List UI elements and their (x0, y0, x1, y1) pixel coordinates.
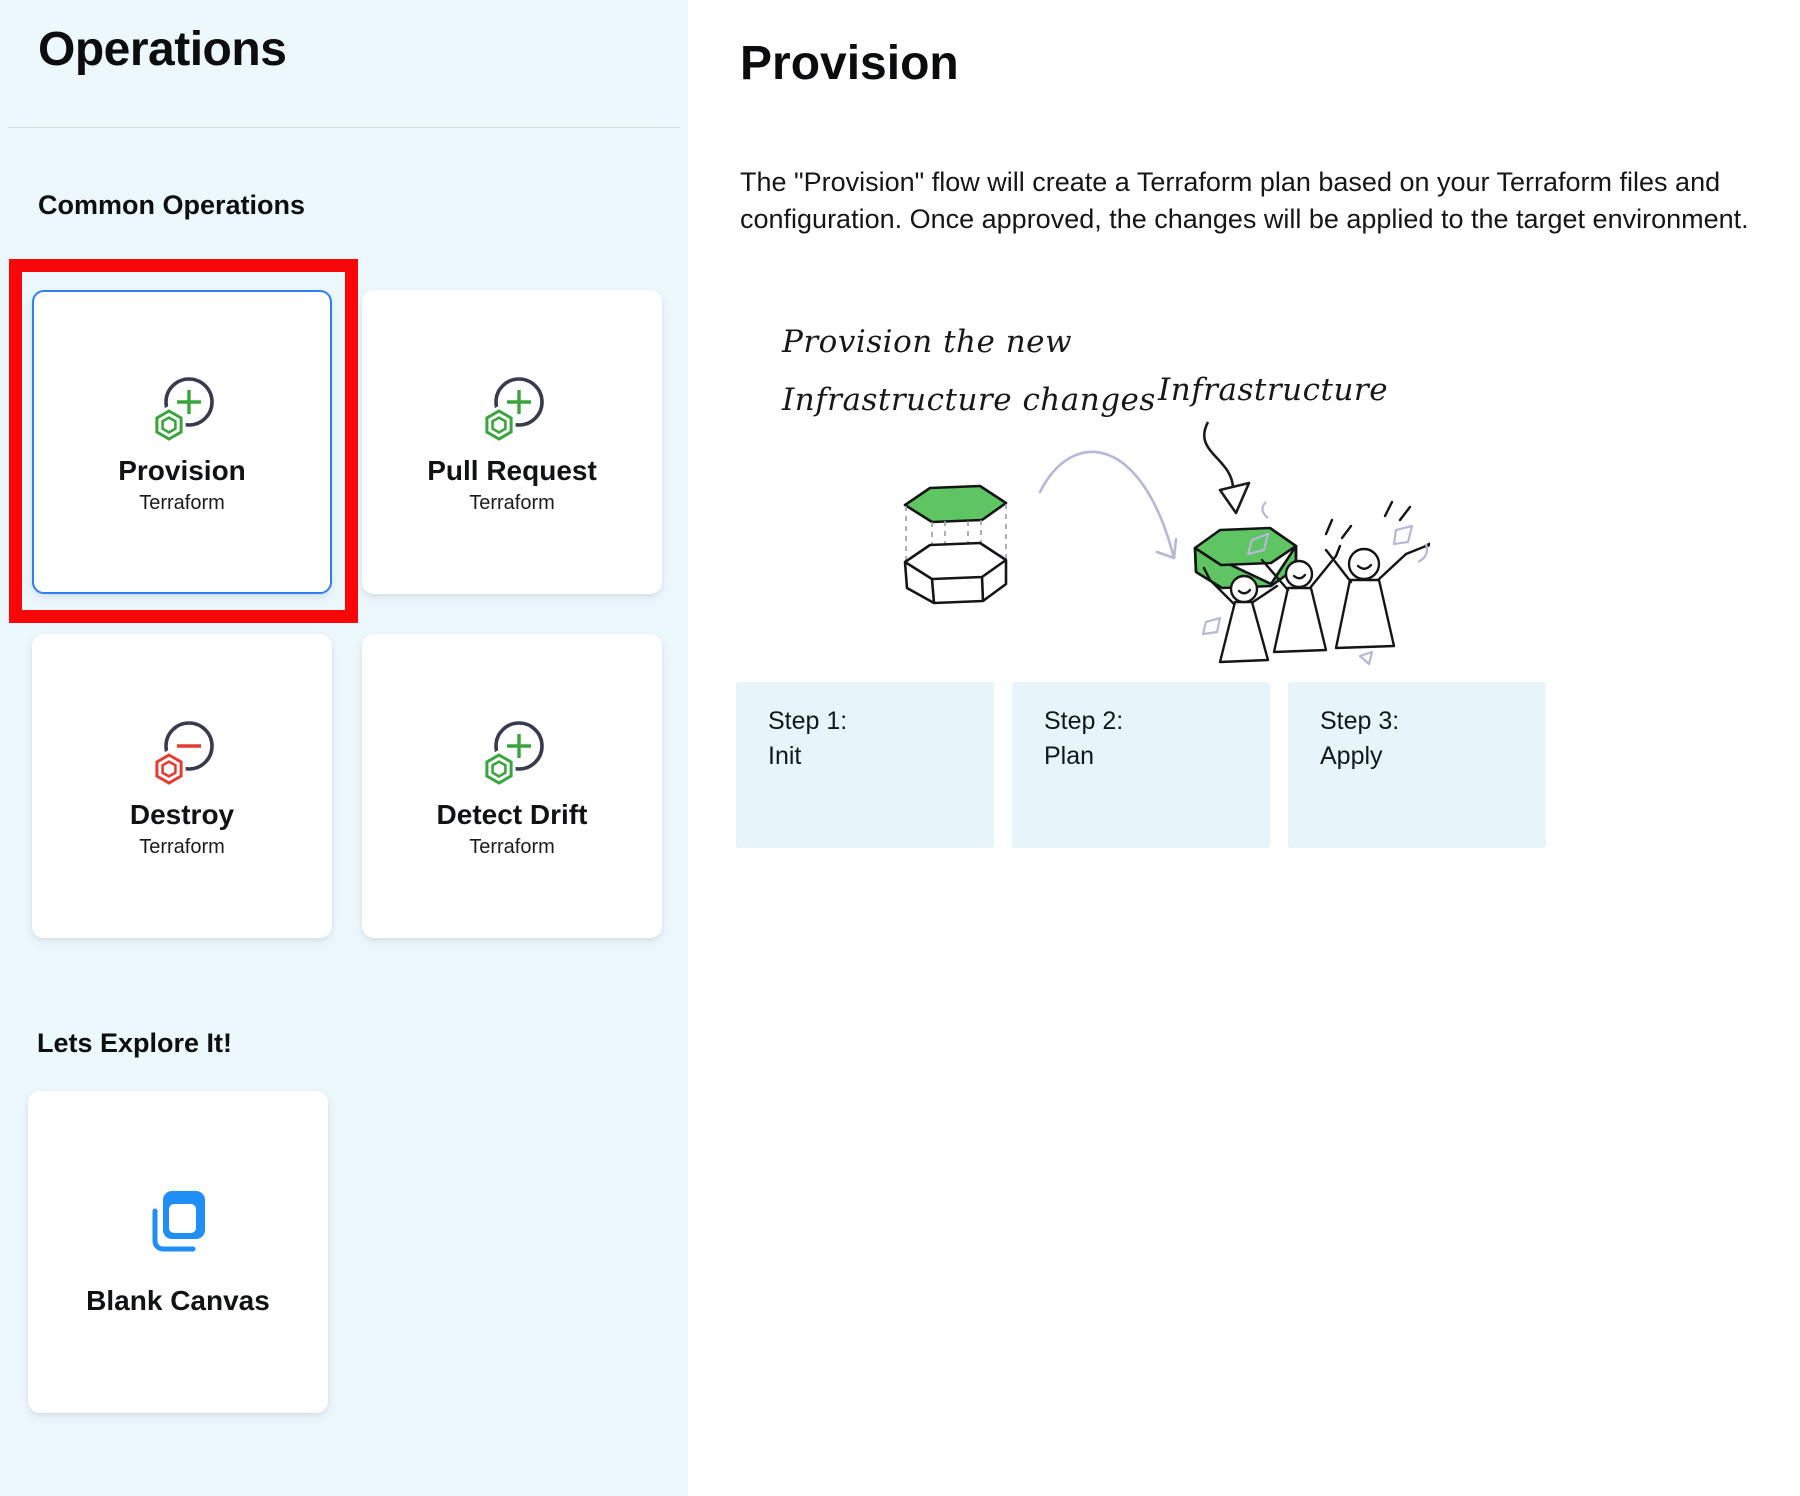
operation-card-destroy[interactable] (32, 634, 332, 938)
step-label: Step 1: (768, 707, 848, 735)
step-name: Init (768, 742, 802, 770)
step-label: Step 3: (1320, 707, 1400, 735)
lets-explore-heading: Lets Explore It! (37, 1028, 233, 1058)
operation-card-pull-request[interactable] (362, 290, 662, 594)
card-label: Pull Request (427, 455, 597, 486)
card-sublabel: Terraform (139, 836, 225, 858)
card-sublabel: Terraform (139, 492, 225, 514)
card-label: Provision (118, 455, 246, 486)
blank-canvas-icon (145, 1187, 211, 1253)
step-name: Plan (1044, 742, 1095, 770)
card-sublabel: Terraform (469, 836, 555, 858)
illustration-caption-right: Infrastructure (1158, 372, 1389, 408)
operation-card-provision[interactable] (32, 290, 332, 594)
illustration-caption-line1: Provision the new (782, 324, 1073, 360)
flow-description: The "Provision" flow will create a Terraform plan based on your Terraform files and configuration. Once approved, the changes will be applied to the target environment. (740, 167, 1749, 234)
card-label: Blank Canvas (86, 1285, 270, 1316)
step-label: Step 2: (1044, 707, 1124, 735)
operations-sidebar (0, 0, 688, 1496)
common-operations-heading: Common Operations (38, 190, 306, 220)
provision-flow-illustration (740, 300, 1430, 670)
step-card-plan (1012, 682, 1270, 848)
page-title: Provision (740, 37, 959, 90)
terraform-add-icon (143, 369, 221, 447)
step-card-init (736, 682, 994, 848)
sidebar-divider (8, 127, 680, 128)
illustration-caption-line2: Infrastructure changes (782, 382, 1156, 418)
step-card-apply (1288, 682, 1546, 848)
curved-arrow-sketch (1040, 452, 1176, 558)
step-name: Apply (1320, 742, 1383, 770)
provision-detail-panel (688, 0, 1800, 1496)
operation-card-detect-drift[interactable] (362, 634, 662, 938)
down-arrow-sketch (1204, 422, 1249, 513)
terraform-remove-icon (143, 713, 221, 791)
card-label: Detect Drift (436, 799, 588, 830)
prism-sketch (905, 486, 1006, 603)
card-sublabel: Terraform (469, 492, 555, 514)
terraform-add-icon (473, 369, 551, 447)
sidebar-title: Operations (38, 23, 287, 76)
celebrating-people-sketch (1204, 502, 1430, 662)
operation-card-blank-canvas[interactable] (28, 1091, 328, 1413)
terraform-add-icon (473, 713, 551, 791)
card-label: Destroy (129, 799, 235, 830)
